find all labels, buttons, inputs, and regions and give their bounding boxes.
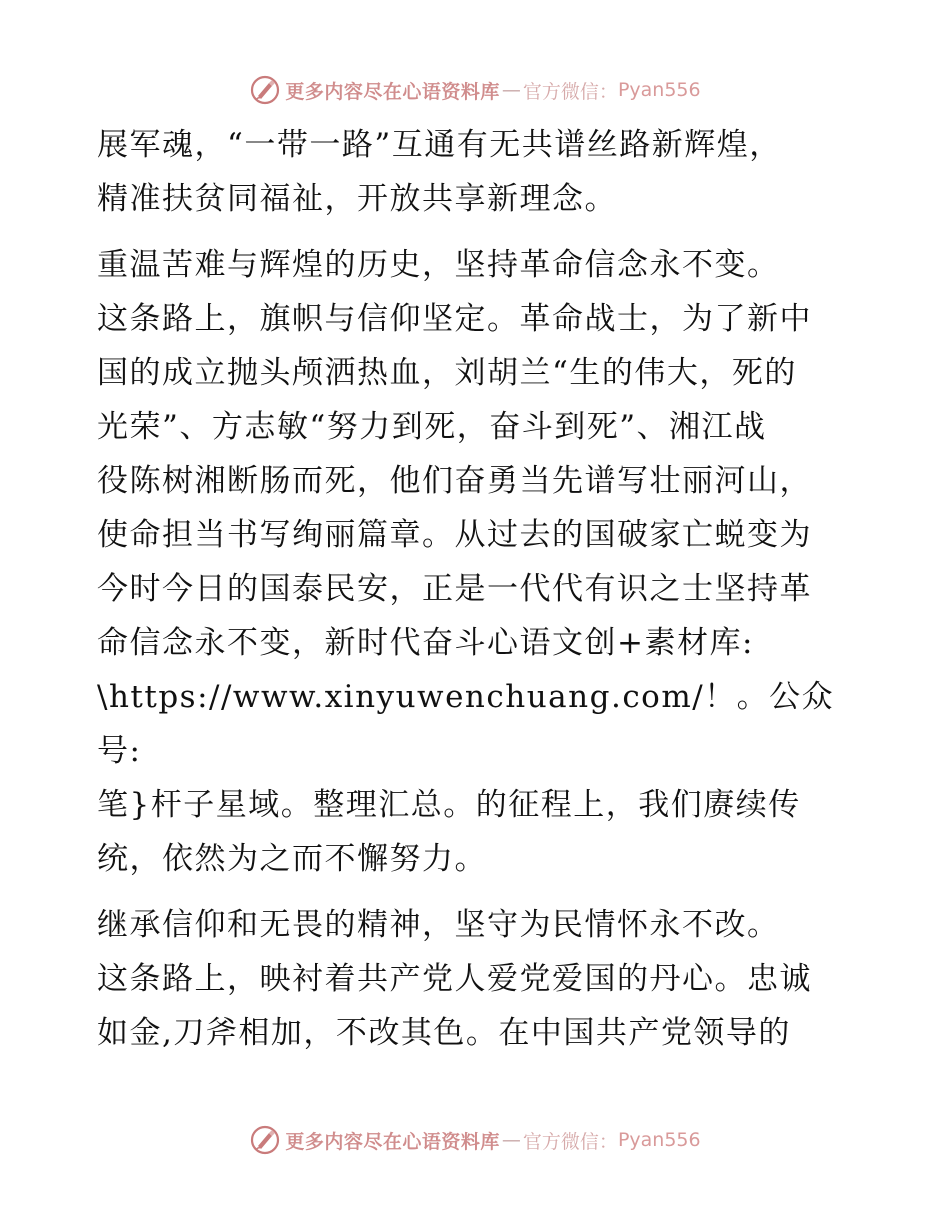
- watermark-id: Pyan556: [617, 1129, 701, 1151]
- watermark-sub-text: 官方微信：: [522, 80, 618, 103]
- watermark-main-text: 更多内容尽在心语资料库: [285, 1130, 500, 1153]
- watermark-dash: —: [501, 79, 521, 101]
- paragraph-3: 继承信仰和无畏的精神，坚守为民情怀永不改。 这条路上，映衬着共产党人爱党爱国的丹心。忠诚 如金,刀斧相加，不改其色。在中国共产党领导的: [97, 907, 812, 1051]
- watermark-dash: —: [501, 1129, 521, 1151]
- footer-watermark: [0, 1120, 950, 1160]
- header-watermark: [0, 70, 950, 110]
- document-body: [97, 118, 857, 1072]
- watermark-sub-text: 官方微信：: [522, 1130, 618, 1153]
- brush-logo-icon: [249, 74, 281, 106]
- watermark-id: Pyan556: [617, 79, 701, 101]
- brush-logo-icon: [249, 1124, 281, 1156]
- paragraph-2: 重温苦难与辉煌的历史，坚持革命信念永不变。 这条路上，旗帜与信仰坚定。革命战士，为了新中 国的成立抛头颅洒热血，刘胡兰“生的伟大，死的 光荣”、方志敏“努力到死，奋斗到死”、湘江战 役陈树湘断肠而死，他们奋勇当先谱写壮丽河山， 使命担当书写绚丽篇章。从过去的国破家亡蜕变为 今时今日的国泰民安，正是一代代有识之士坚持革 命信念永不变，新时代奋斗心语文创+素材库: \https://www.xinyuwenchuang.com/！。公众号: 笔}杆子星域。整理汇总。的征程上，我们赓续传 统，依然为之而不懈努力。: [97, 247, 835, 877]
- paragraph-1: 展军魂，“一带一路”互通有无共谱丝路新辉煌， 精准扶贫同福祉，开放共享新理念。: [97, 127, 782, 217]
- watermark-main-text: 更多内容尽在心语资料库: [285, 80, 500, 103]
